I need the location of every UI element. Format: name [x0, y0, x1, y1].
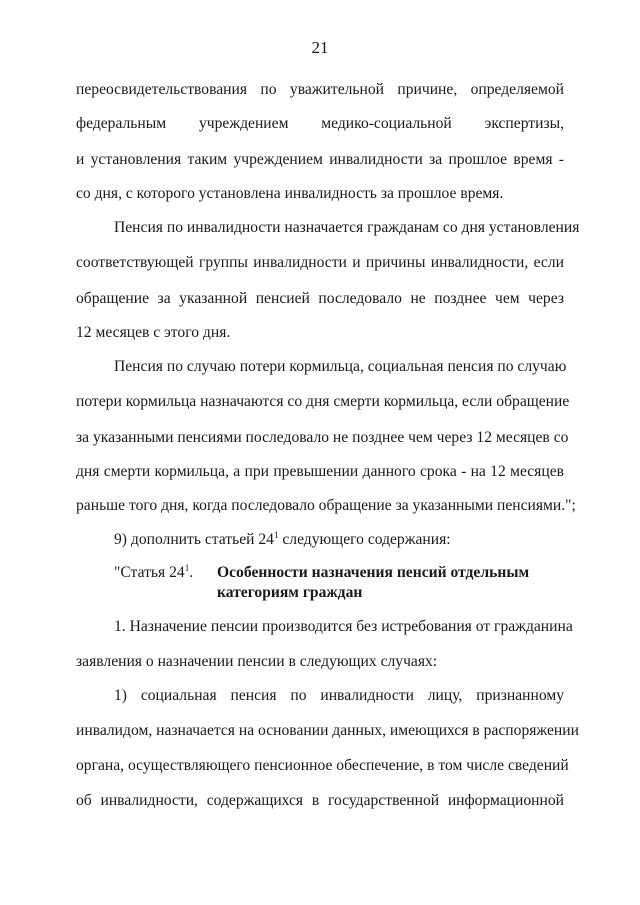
article-title: Особенности назначения пенсий отдельным категориям граждан [217, 564, 530, 601]
text-line: потери кормильца назначаются со дня смерти кормильца, если обращение [76, 393, 570, 410]
amendment-line [114, 530, 564, 550]
article-label-text: "Статья 24 [114, 564, 185, 581]
amendment-text: 9) дополнить статьей 24 [114, 531, 274, 548]
text-line: дня смерти кормильца, а при превышении данного срока - на 12 месяцев [76, 463, 564, 480]
text-line: со дня, с которого установлена инвалидность за прошлое время. [76, 185, 504, 202]
text-line: об инвалидности, содержащихся в государственной информационной [76, 792, 564, 809]
text-line: инвалидом, назначается на основании данных, имеющихся в распоряжении [76, 722, 579, 739]
article-heading [114, 563, 574, 603]
text-line: органа, осуществляющего пенсионное обеспечение, в том числе сведений [76, 757, 569, 774]
superscript: 1 [184, 563, 190, 573]
paragraph-first-line: Пенсия по инвалидности назначается гражданам со дня установления [114, 219, 580, 236]
article-label-text: . [189, 564, 194, 581]
text-line: федеральным учреждением медико-социальной экспертизы, [76, 115, 564, 132]
text-line: 12 месяцев с этого дня. [76, 324, 231, 341]
article-label [114, 563, 217, 583]
text-line: за указанными пенсиями последовало не позднее чем через 12 месяцев со [76, 429, 569, 446]
paragraph-first-line: 1. Назначение пенсии производится без истребования от гражданина [114, 618, 573, 635]
text-line: обращение за указанной пенсией последовало не позднее чем через [76, 290, 564, 307]
superscript: 1 [273, 530, 279, 540]
amendment-text: следующего содержания: [278, 531, 451, 548]
page-number: 21 [311, 38, 329, 57]
text-line: и установления таким учреждением инвалидности за прошлое время - [76, 151, 564, 168]
paragraph-first-line: 1) социальная пенсия по инвалидности лицу, признанному [114, 687, 564, 704]
text-line: переосвидетельствования по уважительной причине, определяемой [76, 81, 564, 98]
paragraph-first-line: Пенсия по случаю потери кормильца, социальная пенсия по случаю [114, 358, 567, 375]
text-line: соответствующей группы инвалидности и причины инвалидности, если [76, 254, 564, 271]
text-line: раньше того дня, когда последовало обращение за указанными пенсиями."; [76, 497, 576, 514]
text-line: заявления о назначении пенсии в следующих случаях: [76, 653, 438, 670]
